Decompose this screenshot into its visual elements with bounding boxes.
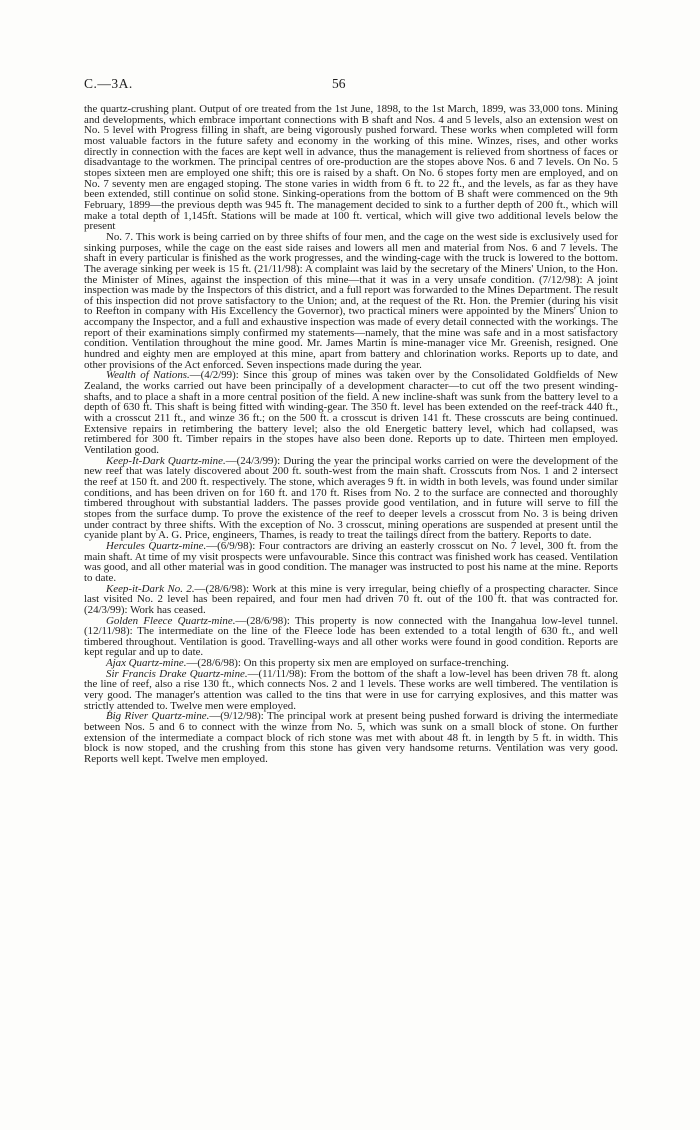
paragraph-sir-francis-drake xyxy=(84,669,618,712)
paragraph-text: No. 7. This work is being carried on by three shifts of four men, and the cage on the west side is exclusively used for sinking purposes, while the cage on the east side raises and lowers all men and material from Nos. 6 and 7 levels. The shaft in every particular is finished as the work progresses, and the winding-cage with the truck is lowered to the bottom. The average sinking per week is 15 ft. (21/11/98): A complaint was laid by the secretary of the Miners' Union, to the Hon. the Minister of Mines, against the inspection of this mine—that it was in a very unsafe condition. (7/12/98): A joint inspection was made by the Inspectors of this district, and a full report was forwarded to the Mines Department. The result of this inspection did not prove satisfactory to the Union; and, at the request of the Rt. Hon. the Premier (during his visit to Reefton in company with His Excellency the Governor), two practical miners were appointed by the Miners' Union to accompany the Inspector, and a full and exhaustive inspection was made of every detail connected with the workings. The report of their examinations simply confirmed my statements—namely, that the mine was safe and in a most satisfactory condition. Ventilation throughout the mine good. Mr. James Martin is mine-manager vice Mr. Greenish, resigned. One hundred and eighty men are employed at this mine, apart from battery and chlorination works. Reports up to date, and other provisions of the Act enforced. Seven inspections made during the year. xyxy=(84,230,618,371)
paragraph-no7-shaft xyxy=(84,232,618,371)
mine-name: Wealth of Nations. xyxy=(106,369,190,382)
paragraph-text: —(24/3/99): During the year the principal works carried on were the development of the new reef that was lately discovered about 200 ft. south-west from the main shaft. Crosscuts from Nos. 1 and 2 intersect the reef at 150 ft. and 200 ft. respectively. The stone, which averages 9 ft. in width in both levels, was found under similar conditions, and has been driven on for 160 ft. and 170 ft. Rises from No. 2 to the surface are connected and thoroughly timbered throughout with substantial ladders. The passes provide good ventilation, and in future will serve to fill the stopes from the surface dump. To prove the existence of the reef to deeper levels a crosscut from No. 3 is being driven under contract by three shifts. With the exception of No. 3 crosscut, mining operations are suspended at present until the cyanide plant by A. G. Price, engineers, Thames, is ready to treat the tailings direct from the battery. Reports to date. xyxy=(84,454,618,542)
paragraph-text: —(28/6/98): On this property six men are employed on surface-trenching. xyxy=(186,657,509,670)
paragraph-text: the quartz-crushing plant. Output of ore treated from the 1st June, 1898, to the 1st March, 1899, was 33,000 tons. Mining and developments, which embrace important connections with B shaft and Nos. 4 and 5 levels, also an extension west on No. 5 level with Progress filling in shaft, are being vigorously pushed forward. These works when completed will form most valuable factors in the future safety and economy in the working of this mine. Winzes, rises, and other works directly in connection with the faces are kept well in advance, thus the management is relieved from shortness of faces or disadvantage to the workmen. The principal centres of ore-production are the stopes above Nos. 6 and 7 levels. On No. 5 stopes sixteen men are employed one shift; this ore is raised by a shaft. On No. 6 stopes forty men are employed, and on No. 7 seventy men are engaged stoping. The stone varies in width from 6 ft. to 22 ft., and the levels, as far as they have been extended, still continue on solid stone. Sinking-operations from the bottom of B shaft were commenced on the 9th February, 1899—the previous depth was 945 ft. The management decided to sink to a further depth of 200 ft., which will make a total depth of 1,145ft. Stations will be made at 100 ft. vertical, which will give two additional levels below the present xyxy=(84,103,618,233)
paragraph-keep-it-dark-no2 xyxy=(84,584,618,616)
paragraph-text: —(28/6/98): This property is now connected with the Inangahua low-level tunnel. (12/11/98): The intermediate on the line of the Fleece lode has been extended to a total length of 630 ft., and well timbered throughout. Ventilation is good. Travelling-ways and all other works were found in good condition. Reports are kept regular and up to date. xyxy=(84,614,618,659)
mine-name: Keep-It-Dark Quartz-mine. xyxy=(106,454,226,467)
paragraph-big-river xyxy=(84,711,618,764)
report-body xyxy=(84,104,618,765)
paragraph-text: —(28/6/98): Work at this mine is very irregular, being chiefly of a prospecting character. Since last visited No. 2 level has been repaired, and four men had driven 70 ft. out of the 100 ft. that was contracted for. (24/3/99): Work has ceased. xyxy=(84,582,618,616)
mine-name: Ajax Quartz-mine. xyxy=(106,657,187,670)
paragraph-text: —(9/12/98): The principal work at present being pushed forward is driving the intermediate between Nos. 5 and 6 to connect with the winze from No. 5, which was sunk on a small block of stone. On further extension of the intermediate a compact block of rich stone was met with about 48 ft. in length by 5 ft. in width. This block is now stoped, and the crushing from this stone has given very handsome returns. Ventilation was very good. Reports well kept. Twelve men employed. xyxy=(84,710,618,766)
document-reference: C.—3A. xyxy=(84,76,133,91)
paragraph-text: —(11/11/98): From the bottom of the shaft a low-level has been driven 78 ft. along the line of reef, also a rise 130 ft., which connects Nos. 2 and 1 levels. These works are well timbered. The ventilation is very good. The manager's attention was called to the tins that were in use for carrying explosives, and this matter was strictly attended to. Twelve men were employed. xyxy=(84,667,618,712)
mine-name: Keep-it-Dark No. 2. xyxy=(106,582,195,595)
paragraph-keep-it-dark xyxy=(84,456,618,541)
mine-name: Big River Quartz-mine. xyxy=(106,710,210,723)
mine-name: Hercules Quartz-mine. xyxy=(106,539,207,552)
paragraph-text: —(4/2/99): Since this group of mines was taken over by the Consolidated Goldfields of New Zealand, the works carried out have been principally of a development character—to cut off the two present winding-shafts, and to place a shaft in a more central position of the field. A new incline-shaft was sunk from the battery level to a depth of 630 ft. This shaft is being fitted with winding-gear. The 350 ft. level has been extended on the reef-track 440 ft., with a crosscut 211 ft., and winze 36 ft.; on the 500 ft. a crosscut is driven 141 ft. These crosscuts are being continued. Extensive repairs in retimbering the battery level; also the old Energetic battery level, which had collapsed, was retimbered for 300 ft. Timber repairs in the stopes have also been done. Reports up to date. Thirteen men employed. Ventilation good. xyxy=(84,369,618,456)
mine-name: Golden Fleece Quartz-mine. xyxy=(106,614,236,627)
paragraph-hercules xyxy=(84,541,618,584)
paragraph-text: —(6/9/98): Four contractors are driving an easterly crosscut on No. 7 level, 300 ft. from the main shaft. At time of my visit prospects were unfavourable. Since this contract was finished work has ceased. Ventilation was good, and all other material was in good condition. The manager was instructed to post his name at the mine. Reports to date. xyxy=(84,539,618,584)
page-number: 56 xyxy=(332,76,346,91)
paragraph-golden-fleece xyxy=(84,616,618,659)
mine-name: Sir Francis Drake Quartz-mine. xyxy=(106,667,248,680)
page-header xyxy=(84,76,620,96)
paragraph-continuation xyxy=(84,104,618,232)
paragraph-wealth-of-nations xyxy=(84,370,618,455)
